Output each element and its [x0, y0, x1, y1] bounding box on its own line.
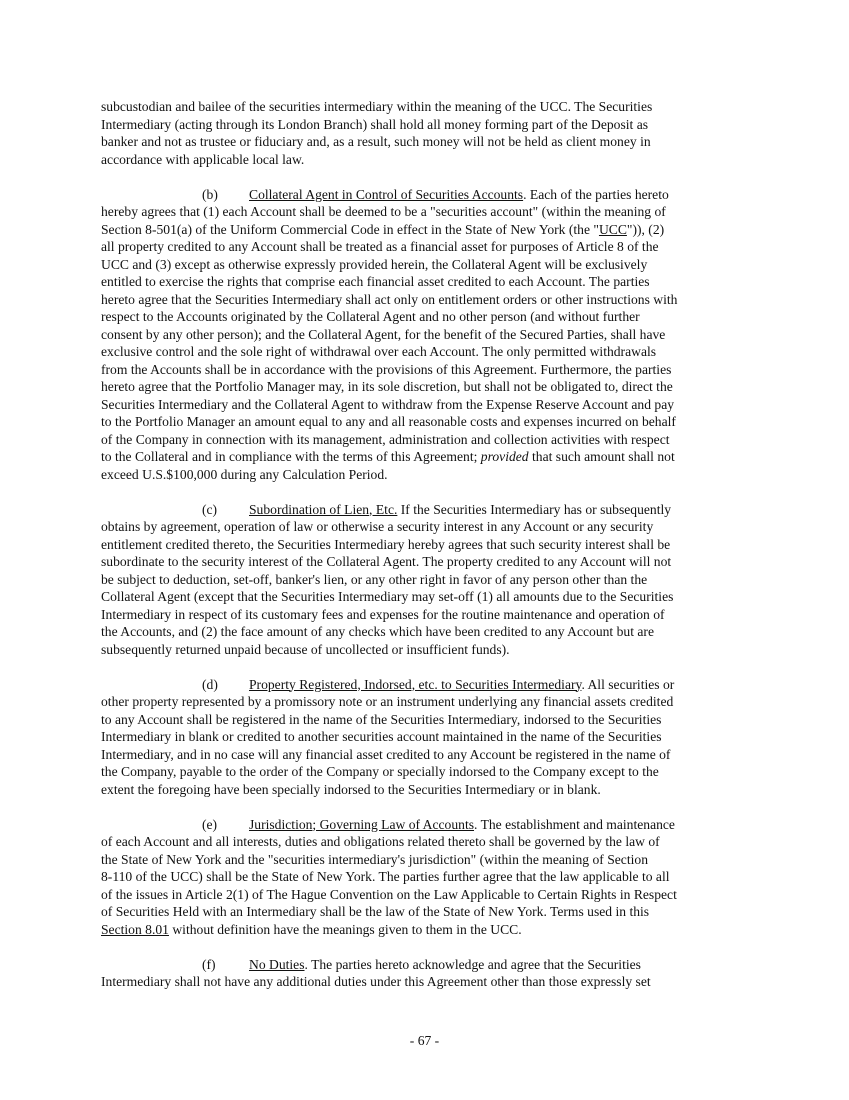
text-line: Intermediary, and in no case will any financial asset credited to any Account be registered in the name of: [101, 746, 671, 762]
text-line: all property credited to any Account shall be treated as a financial asset for purposes of Article 8 of the: [101, 239, 659, 254]
text-line: the State of New York and the "securities intermediary's jurisdiction" (within the meaning of Section: [101, 851, 648, 867]
defined-term: UCC: [598, 221, 627, 237]
text-line: to the Portfolio Manager an amount equal to any and all reasonable costs and expenses incurred on behalf: [101, 414, 676, 429]
section-b-paragraph: [101, 186, 751, 484]
text-fragment: Section 8-501(a) of the Uniform Commercial Code in effect in the State of New York (the ": [101, 221, 599, 237]
text-line: entitlement credited thereto, the Securities Intermediary hereby agrees that such security interest shall be: [101, 536, 671, 552]
clause-number: (f): [202, 956, 216, 972]
text-line: of Securities Held with an Intermediary shall be the law of the State of New York. Terms used in this: [101, 904, 650, 919]
clause-number: (d): [202, 676, 218, 692]
text-line: subordinate to the security interest of the Collateral Agent. The property credited to any Account will not: [101, 554, 672, 569]
text-line: hereto agree that the Portfolio Manager may, in its sole discretion, but shall not be obligated to, direct the: [101, 379, 673, 394]
text-line: obtains by agreement, operation of law or otherwise a security interest in any Account or any security: [101, 519, 654, 534]
text-fragment: . Each of the parties hereto: [523, 186, 669, 202]
clause-heading: No Duties: [249, 956, 305, 972]
clause-heading: Subordination of Lien, Etc.: [249, 501, 398, 517]
text-line: hereto agree that the Securities Intermediary shall act only on entitlement orders or other instructions with: [101, 291, 678, 307]
text-line: Collateral Agent (except that the Securities Intermediary may set-off (1) all amounts due to the Securities: [101, 589, 674, 604]
text-line: banker and not as trustee or fiduciary and, as a result, such money will not be held as client money in: [101, 134, 651, 149]
section-reference: Section 8.01: [101, 921, 169, 937]
text-line: exclusive control and the sole right of withdrawal over each Account. The only permitted withdrawals: [101, 344, 657, 359]
text-line: [101, 921, 751, 939]
text-line: Intermediary in blank or credited to another securities account maintained in the name of the Securities: [101, 729, 662, 744]
text-line: the Company, payable to the order of the Company or specially indorsed to the Company except to the: [101, 764, 659, 779]
clause-number: (b): [202, 186, 218, 202]
text-fragment: without definition have the meanings given to them in the UCC.: [168, 921, 522, 937]
text-line: Intermediary in respect of its customary fees and expenses for the routine maintenance and operation of: [101, 606, 665, 622]
clause-heading: Jurisdiction; Governing Law of Accounts: [249, 816, 475, 832]
text-line: [101, 956, 751, 974]
text-line: accordance with applicable local law.: [101, 151, 305, 167]
text-line: the Accounts, and (2) the face amount of any checks which have been credited to any Account but are: [101, 624, 654, 639]
text-line: [101, 448, 751, 466]
text-line: subsequently returned unpaid because of uncollected or insufficient funds).: [101, 641, 510, 657]
text-fragment: . All securities or: [581, 676, 675, 692]
text-fragment: that such amount shall not: [528, 449, 675, 464]
section-c-paragraph: [101, 501, 751, 659]
clause-number: (c): [202, 501, 218, 517]
intro-paragraph: [101, 98, 751, 168]
text-line: Intermediary shall not have any additional duties under this Agreement other than those expressly set: [101, 974, 651, 989]
text-line: respect to the Accounts originated by the Collateral Agent and no other person (and without further: [101, 309, 640, 324]
text-line: [101, 816, 751, 834]
clause-heading: Property Registered, Indorsed, etc. to Securities Intermediary: [249, 676, 582, 692]
italic-term: provided: [480, 449, 529, 464]
text-line: other property represented by a promissory note or an instrument underlying any financial assets credited: [101, 694, 674, 709]
section-f-paragraph: [101, 956, 751, 991]
text-line: consent by any other person); and the Collateral Agent, for the benefit of the Secured Parties, shall have: [101, 326, 666, 342]
text-line: Intermediary (acting through its London Branch) shall hold all money forming part of the Deposit as: [101, 116, 649, 132]
text-line: 8-110 of the UCC) shall be the State of New York. The parties further agree that the law applicable to all: [101, 869, 670, 884]
section-e-paragraph: [101, 816, 751, 939]
clause-heading: Collateral Agent in Control of Securities Accounts: [249, 186, 524, 202]
text-line: be subject to deduction, set-off, banker's lien, or any other right in favor of any person other than the: [101, 571, 648, 587]
text-line: exceed U.S.$100,000 during any Calculation Period.: [101, 466, 388, 482]
text-line: [101, 501, 751, 519]
text-line: [101, 186, 751, 204]
document-body: [101, 98, 751, 991]
text-line: from the Accounts shall be in accordance with the provisions of this Agreement. Furthermore, the parties: [101, 361, 672, 377]
text-fragment: . The parties hereto acknowledge and agree that the Securities: [304, 956, 641, 972]
text-line: to any Account shall be registered in the name of the Securities Intermediary, indorsed to the Securities: [101, 711, 662, 727]
text-fragment: ")), (2): [626, 221, 665, 237]
text-line: UCC and (3) except as otherwise expressly provided herein, the Collateral Agent will be exclusively: [101, 256, 648, 272]
text-line: subcustodian and bailee of the securities intermediary within the meaning of the UCC. The Securities: [101, 99, 653, 114]
text-line: of the issues in Article 2(1) of The Hague Convention on the Law Applicable to Certain Rights in Respect: [101, 886, 677, 902]
section-d-paragraph: [101, 676, 751, 799]
text-line: of the Company in connection with its management, administration and collection activities with respect: [101, 431, 670, 447]
text-line: hereby agrees that (1) each Account shall be deemed to be a "securities account" (within the meaning of: [101, 204, 666, 219]
text-fragment: . The establishment and maintenance: [474, 816, 675, 832]
text-line: Securities Intermediary and the Collateral Agent to withdraw from the Expense Reserve Account and pay: [101, 396, 675, 412]
text-line: [101, 676, 751, 694]
text-line: of each Account and all interests, duties and obligations related thereto shall be governed by the law of: [101, 834, 660, 849]
clause-number: (e): [202, 816, 218, 832]
text-line: entitled to exercise the rights that comprise each financial asset credited to each Account. The parties: [101, 274, 650, 289]
text-fragment: to the Collateral and in compliance with the terms of this Agreement;: [101, 449, 481, 464]
text-line: extent the foregoing have been specially indorsed to the Securities Intermediary or in blank.: [101, 781, 601, 797]
page-number: - 67 -: [409, 1033, 440, 1048]
text-fragment: If the Securities Intermediary has or subsequently: [397, 501, 672, 517]
text-line: [101, 221, 751, 239]
